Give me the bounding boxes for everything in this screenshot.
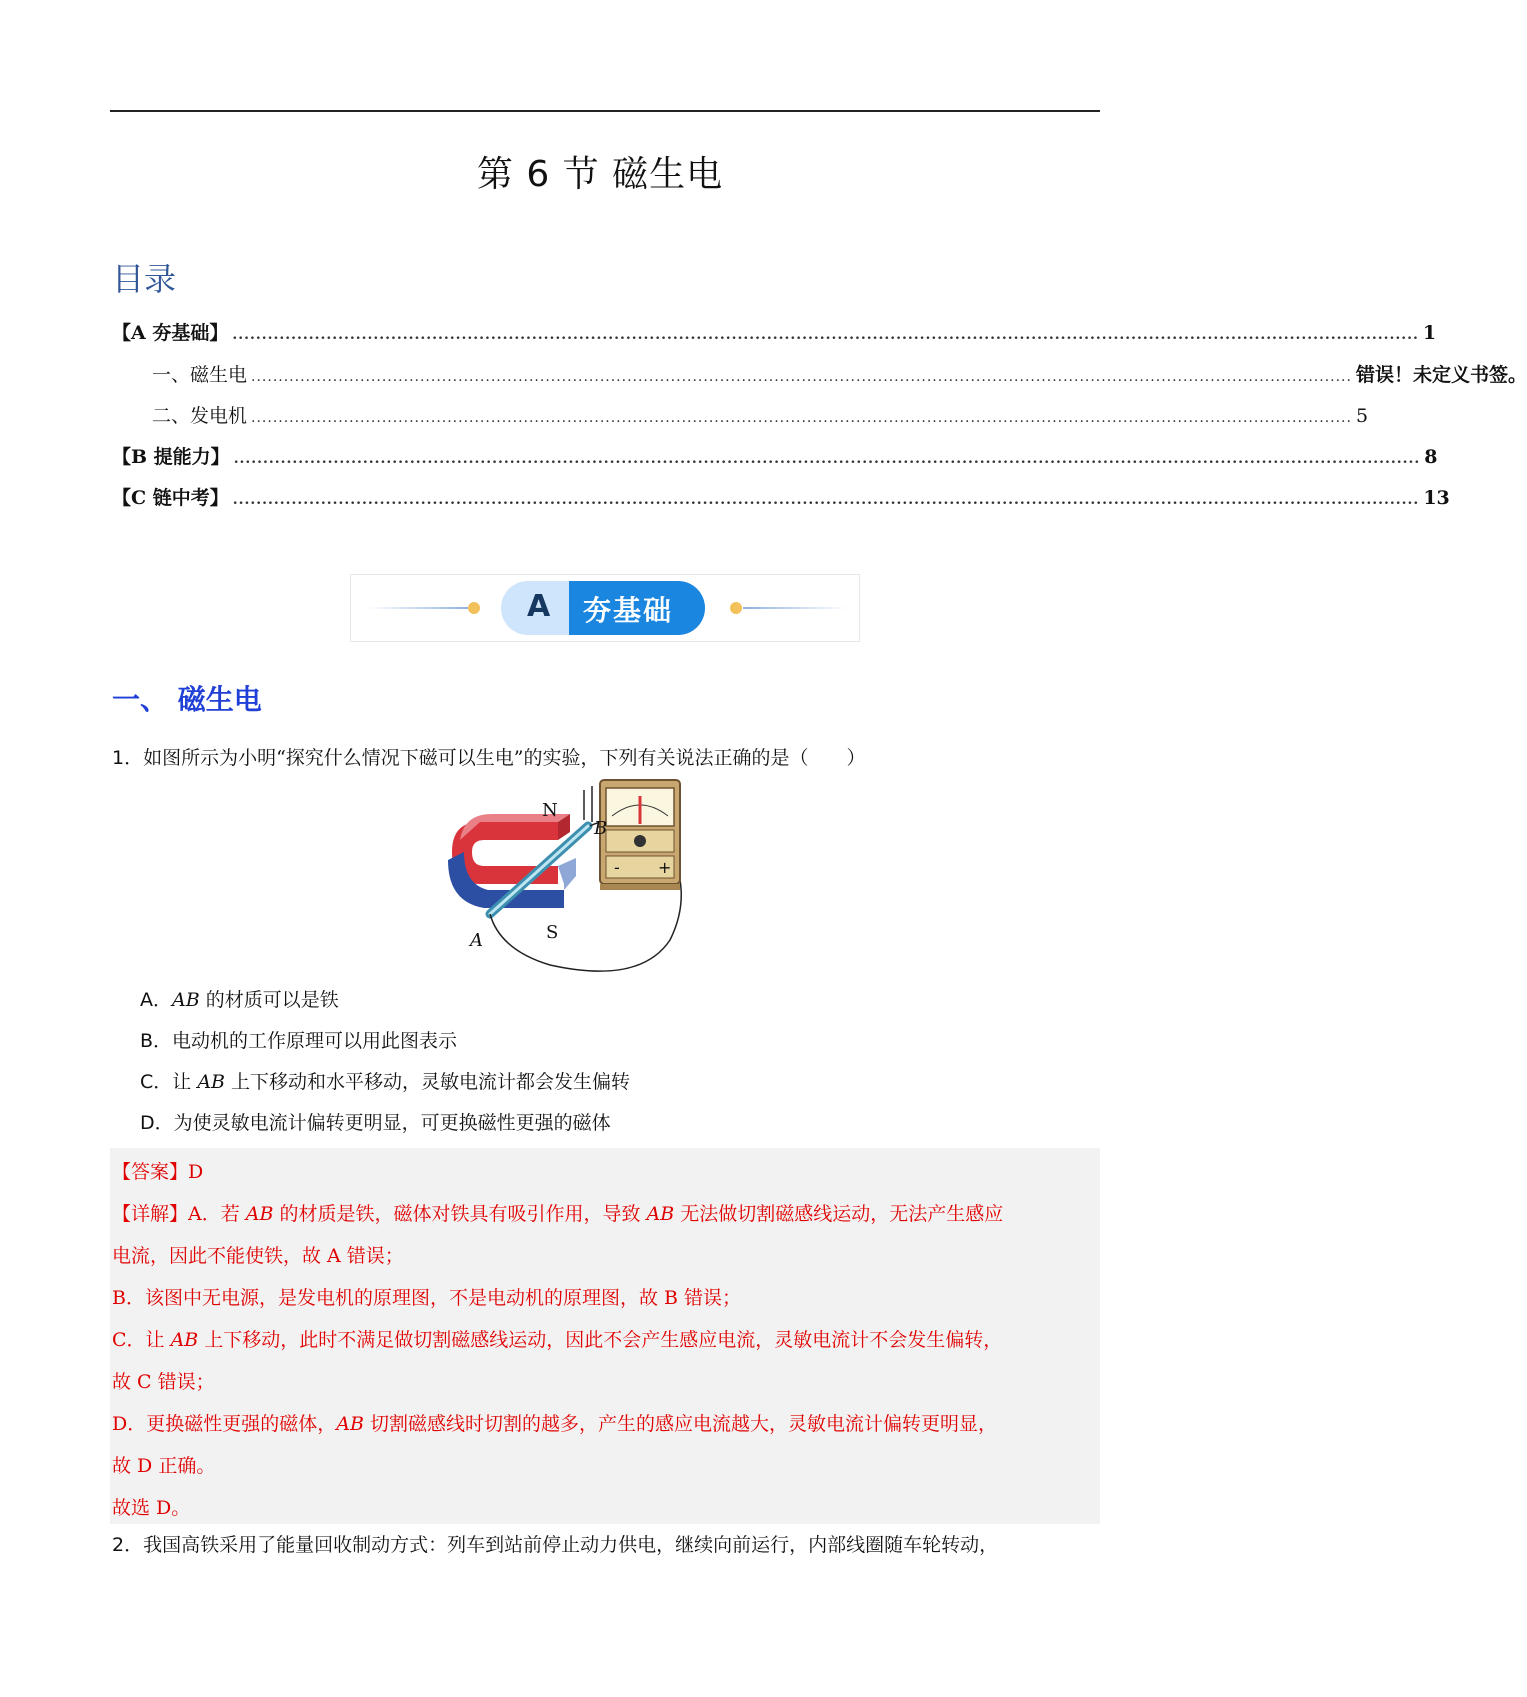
toc-label: 【B 提能力】: [112, 446, 230, 468]
label-s: S: [546, 922, 559, 943]
svg-text:+: +: [658, 858, 672, 877]
option-symbol: AB: [172, 989, 200, 1011]
detail-text: 上下移动，此时不满足做切割磁感线运动，因此不会产生感应电流，灵敏电流计不会发生偏转，: [198, 1329, 1003, 1351]
toc-page: 错误！未定义书签。: [1355, 364, 1527, 386]
detail-symbol: AB: [245, 1203, 274, 1225]
option-text: 的材质可以是铁: [199, 989, 339, 1011]
answer-line: 【答案】D: [112, 1161, 204, 1183]
toc-row-c[interactable]: [112, 483, 1450, 513]
section-banner: [350, 574, 860, 642]
detail-text: 【详解】A．若: [112, 1203, 246, 1225]
toc-row-b[interactable]: [112, 442, 1438, 472]
toc-leader: ..........................................................................................................................................................................................................: [232, 327, 1419, 343]
header-rule: [110, 110, 1100, 112]
document-title: 第 6 节 磁生电: [476, 154, 724, 195]
option-symbol: AB: [197, 1071, 226, 1093]
toc-page: 1: [1422, 322, 1437, 344]
toc-leader: ..........................................................................................................................................................................................................: [233, 451, 1421, 467]
option-text: 电动机的工作原理可以用此图表示: [172, 1030, 458, 1052]
option-d[interactable]: [140, 1108, 611, 1138]
option-key: A．: [140, 989, 172, 1011]
question-1: [112, 743, 1102, 773]
option-text: 让: [172, 1071, 198, 1093]
question-text: 我国高铁采用了能量回收制动方式：列车到站前停止动力供电，继续向前运行，内部线圈随车轮转动，: [143, 1534, 999, 1556]
toc-row-a[interactable]: [112, 318, 1437, 348]
option-a[interactable]: [140, 985, 339, 1015]
detail-symbol: AB: [170, 1329, 199, 1351]
toc-label: 【C 链中考】: [112, 487, 229, 509]
banner-dot-right: [730, 602, 742, 614]
toc-leader: ..........................................................................................................................................................................................................: [251, 369, 1352, 385]
detail-line-7: 故 D 正确。: [112, 1455, 216, 1477]
detail-text: C．让: [112, 1329, 171, 1351]
detail-line-5: 故 C 错误；: [112, 1371, 215, 1393]
toc-leader: ..........................................................................................................................................................................................................: [232, 492, 1420, 508]
detail-line-3: B．该图中无电源，是发电机的原理图，不是电动机的原理图，故 B 错误；: [112, 1287, 742, 1309]
detail-symbol: AB: [336, 1413, 364, 1435]
detail-line-4: [112, 1319, 1098, 1361]
label-b: B: [594, 818, 608, 839]
detail-symbol: AB: [646, 1203, 675, 1225]
detail-line-1: [112, 1193, 1098, 1235]
detail-line-8: 故选 D。: [112, 1497, 191, 1519]
detail-line-2: 电流，因此不能使铁，故 A 错误；: [112, 1245, 404, 1267]
toc-row-fadianji[interactable]: [152, 401, 1369, 431]
svg-text:-: -: [614, 858, 620, 877]
banner-letter: A: [527, 589, 551, 624]
question-number: 2．: [112, 1534, 144, 1556]
detail-text: 切割磁感线时切割的越多，产生的感应电流越大，灵敏电流计偏转更明显，: [363, 1413, 997, 1435]
banner-dot-left: [468, 602, 480, 614]
detail-text: 的材质是铁，磁体对铁具有吸引作用，导致: [273, 1203, 647, 1225]
toc-page: 13: [1423, 487, 1450, 509]
toc-label: 二、发电机: [152, 405, 248, 427]
question-number: 1．: [112, 747, 144, 769]
toc-row-ciyuandian[interactable]: [152, 360, 1527, 390]
section-title: 一、 磁生电: [112, 683, 262, 716]
toc-page: 5: [1355, 405, 1369, 427]
label-a: A: [470, 930, 483, 951]
detail-text: D．更换磁性更强的磁体，: [112, 1413, 337, 1435]
detail-text: 无法做切割磁感线运动，无法产生感应: [674, 1203, 1004, 1225]
toc-page: 8: [1424, 446, 1438, 468]
galvanometer: [600, 780, 680, 890]
detail-line-6: [112, 1403, 1098, 1445]
option-key: D．: [140, 1112, 174, 1134]
option-key: C．: [140, 1071, 173, 1093]
option-b[interactable]: [140, 1026, 457, 1056]
label-n: N: [542, 800, 558, 821]
toc-heading: 目录: [112, 260, 177, 298]
toc-leader: ..........................................................................................................................................................................................................: [251, 410, 1352, 426]
option-text: 为使灵敏电流计偏转更明显，可更换磁性更强的磁体: [173, 1112, 611, 1134]
option-c[interactable]: [140, 1067, 630, 1097]
option-text: 上下移动和水平移动，灵敏电流计都会发生偏转: [225, 1071, 631, 1093]
option-key: B．: [140, 1030, 173, 1052]
banner-text: 夯基础: [583, 594, 674, 627]
toc-label: 一、磁生电: [152, 364, 248, 386]
toc-label: 【A 夯基础】: [112, 322, 229, 344]
experiment-figure: [440, 780, 760, 980]
question-2: [112, 1530, 1102, 1560]
question-text: 如图所示为小明“探究什么情况下磁可以生电”的实验，下列有关说法正确的是（ ）: [143, 747, 866, 769]
